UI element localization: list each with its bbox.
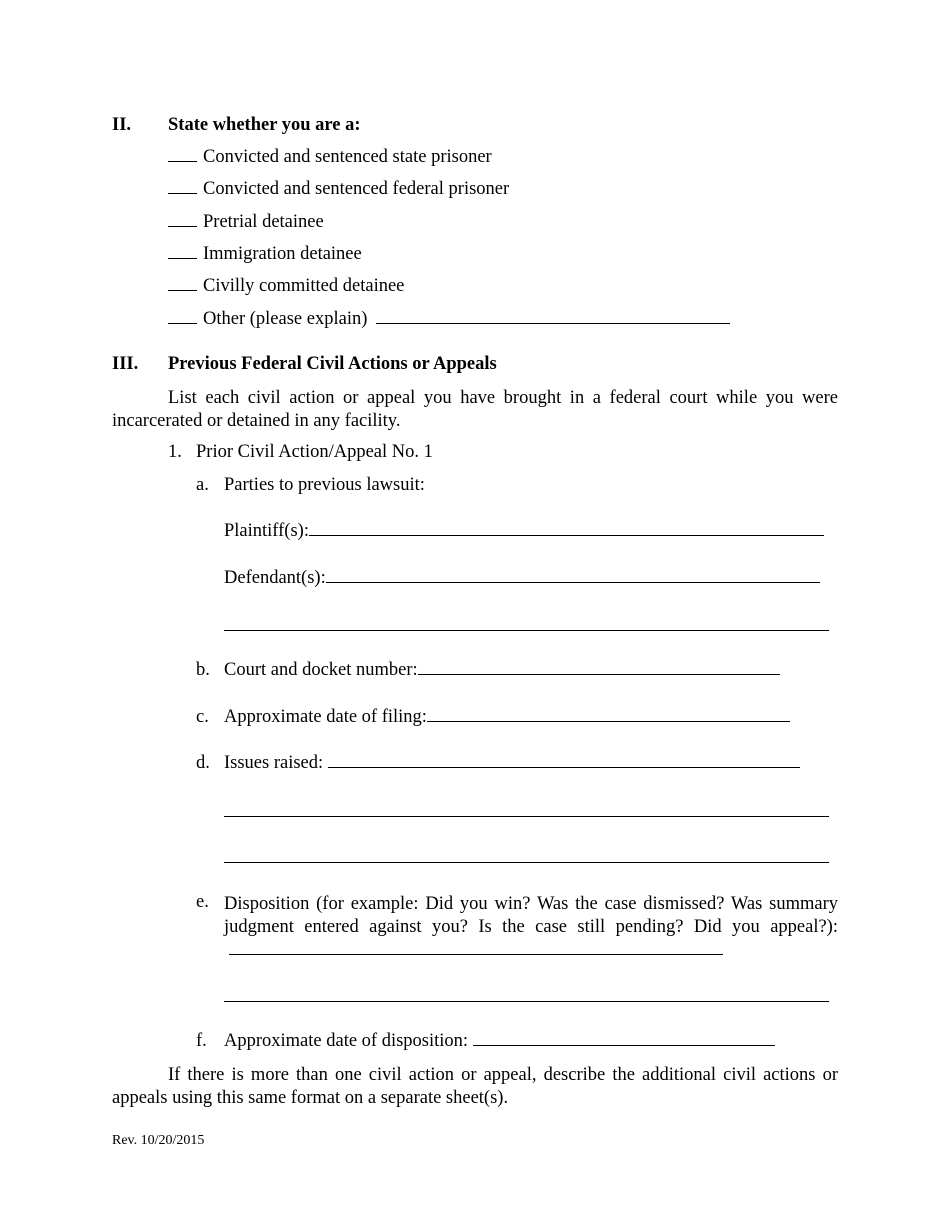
defendant-field[interactable] <box>326 581 820 583</box>
item-number: 1. <box>168 442 182 462</box>
status-option-civilly-committed[interactable]: Civilly committed detainee <box>168 277 404 296</box>
disposition-date-label: Approximate date of disposition: <box>224 1031 469 1051</box>
item-a-letter: a. <box>196 475 209 495</box>
filing-date-field[interactable] <box>427 720 790 722</box>
filing-date-label: Approximate date of filing: <box>224 707 427 727</box>
disposition-field-line-2[interactable] <box>224 1001 829 1002</box>
status-option-pretrial-detainee[interactable]: Pretrial detainee <box>168 213 324 232</box>
section-3-heading: Previous Federal Civil Actions or Appeals <box>168 354 497 374</box>
status-option-federal-prisoner[interactable]: Convicted and sentenced federal prisoner <box>168 180 509 199</box>
disposition-date-field[interactable] <box>473 1044 775 1046</box>
checkbox-blank[interactable] <box>168 193 197 194</box>
status-option-immigration-detainee[interactable]: Immigration detainee <box>168 245 362 264</box>
section-2-heading: State whether you are a: <box>168 115 361 135</box>
section-3-numeral: III. <box>112 354 139 374</box>
checkbox-blank[interactable] <box>168 290 197 291</box>
issues-row <box>224 754 800 773</box>
issues-field[interactable] <box>328 766 800 768</box>
item-c-letter: c. <box>196 707 209 727</box>
status-option-other[interactable]: Other (please explain) <box>168 310 730 329</box>
disposition-label: Disposition (for example: Did you win? Was the case dismissed? Was summary judgment entered against you? Is the case still pending? Did you appeal?): <box>224 894 838 937</box>
disposition-field[interactable] <box>229 953 723 955</box>
checkbox-blank[interactable] <box>168 226 197 227</box>
item-a-label: Parties to previous lawsuit: <box>224 475 425 495</box>
plaintiff-field[interactable] <box>309 534 824 536</box>
item-e-letter: e. <box>196 892 209 912</box>
disposition-date-row <box>224 1032 775 1051</box>
issues-label: Issues raised: <box>224 753 324 773</box>
item-d-letter: d. <box>196 753 210 773</box>
status-option-state-prisoner[interactable]: Convicted and sentenced state prisoner <box>168 148 492 167</box>
item-f-letter: f. <box>196 1031 207 1051</box>
other-explain-field[interactable] <box>376 322 730 324</box>
issues-field-line-3[interactable] <box>224 862 829 863</box>
defendant-field-continued[interactable] <box>224 630 829 631</box>
plaintiff-label: Plaintiff(s): <box>224 521 309 541</box>
issues-field-line-2[interactable] <box>224 816 829 817</box>
item-title: Prior Civil Action/Appeal No. 1 <box>196 442 433 462</box>
docket-label: Court and docket number: <box>224 660 418 680</box>
checkbox-blank[interactable] <box>168 258 197 259</box>
defendant-label: Defendant(s): <box>224 568 326 588</box>
disposition-block <box>224 893 838 962</box>
plaintiff-row <box>224 522 824 541</box>
defendant-row <box>224 569 820 588</box>
section-3-intro: List each civil action or appeal you have brought in a federal court while you were incarcerated or detained in any facility. <box>112 388 838 431</box>
docket-field[interactable] <box>418 673 780 675</box>
docket-row <box>224 661 780 680</box>
checkbox-blank[interactable] <box>168 323 197 324</box>
filing-date-row <box>224 708 790 727</box>
section-2-numeral: II. <box>112 115 132 135</box>
checkbox-blank[interactable] <box>168 161 197 162</box>
revision-date: Rev. 10/20/2015 <box>112 1133 205 1148</box>
item-b-letter: b. <box>196 660 210 680</box>
closing-instruction: If there is more than one civil action or appeal, describe the additional civil actions or appeals using this same format on a separate sheet(s). <box>112 1065 838 1108</box>
